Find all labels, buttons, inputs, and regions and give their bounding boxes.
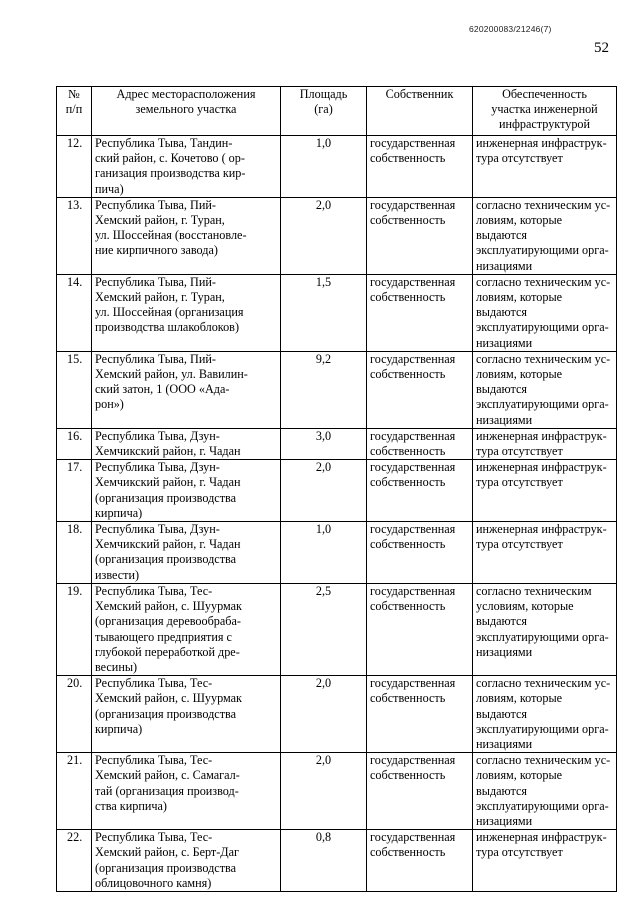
cell-infrastructure: согласно техническим ус- ловиям, которые выдаются эксплуатирующими орга- низациями (473, 351, 617, 428)
cell-address: Республика Тыва, Дзун- Хемчикский район, г. Чадан (организация производства кирпича) (92, 460, 281, 522)
cell-area: 3,0 (281, 428, 367, 459)
cell-area: 1,0 (281, 522, 367, 584)
table-row (57, 428, 617, 459)
cell-address: Республика Тыва, Тандин- ский район, с. Кочетово ( ор- ганизация производства кир- пича) (92, 136, 281, 198)
land-plots-table (56, 86, 617, 892)
table-row (57, 676, 617, 753)
page-number: 52 (594, 40, 609, 56)
table-header-row (57, 87, 617, 136)
cell-infrastructure: инженерная инфраструк- тура отсутствует (473, 522, 617, 584)
cell-owner: государственная собственность (367, 274, 473, 351)
cell-number: 13. (57, 197, 92, 274)
cell-area: 2,0 (281, 460, 367, 522)
table-row (57, 136, 617, 198)
cell-area: 2,5 (281, 583, 367, 675)
cell-owner: государственная собственность (367, 753, 473, 830)
cell-area: 2,0 (281, 753, 367, 830)
cell-infrastructure: согласно техническим ус- ловиям, которые выдаются эксплуатирующими орга- низациями (473, 197, 617, 274)
cell-address: Республика Тыва, Пий- Хемский район, г. Туран, ул. Шоссейная (восстановле- ние кирпичного завода) (92, 197, 281, 274)
header-area: Площадь (га) (281, 87, 367, 136)
cell-address: Республика Тыва, Пий- Хемский район, г. Туран, ул. Шоссейная (организация производства шлакоблоков) (92, 274, 281, 351)
table-row (57, 522, 617, 584)
cell-owner: государственная собственность (367, 830, 473, 892)
cell-area: 2,0 (281, 676, 367, 753)
cell-infrastructure: согласно техническим ус- ловиям, которые выдаются эксплуатирующими орга- низациями (473, 274, 617, 351)
header-owner: Собственник (367, 87, 473, 136)
cell-address: Республика Тыва, Тес- Хемский район, с. Шуурмак (организация производства кирпича) (92, 676, 281, 753)
cell-area: 0,8 (281, 830, 367, 892)
cell-number: 22. (57, 830, 92, 892)
document-code: 620200083/21246(7) (469, 24, 552, 34)
cell-address: Республика Тыва, Пий- Хемский район, ул. Вавилин- ский затон, 1 (ООО «Ада- рон») (92, 351, 281, 428)
header-address: Адрес месторасположения земельного участка (92, 87, 281, 136)
cell-number: 12. (57, 136, 92, 198)
table-row (57, 460, 617, 522)
header-number: № п/п (57, 87, 92, 136)
cell-owner: государственная собственность (367, 676, 473, 753)
cell-owner: государственная собственность (367, 351, 473, 428)
cell-infrastructure: инженерная инфраструк- тура отсутствует (473, 428, 617, 459)
table-row (57, 197, 617, 274)
cell-infrastructure: согласно техническим условиям, которые выдаются эксплуатирующими орга- низациями (473, 583, 617, 675)
cell-address: Республика Тыва, Тес- Хемский район, с. Самагал- тай (организация производ- ства кирпича) (92, 753, 281, 830)
cell-infrastructure: инженерная инфраструк- тура отсутствует (473, 460, 617, 522)
cell-address: Республика Тыва, Дзун- Хемчикский район, г. Чадан (организация производства извести) (92, 522, 281, 584)
cell-area: 1,0 (281, 136, 367, 198)
cell-infrastructure: инженерная инфраструк- тура отсутствует (473, 830, 617, 892)
cell-number: 17. (57, 460, 92, 522)
cell-owner: государственная собственность (367, 428, 473, 459)
cell-owner: государственная собственность (367, 197, 473, 274)
cell-number: 16. (57, 428, 92, 459)
cell-number: 18. (57, 522, 92, 584)
cell-owner: государственная собственность (367, 460, 473, 522)
table-row (57, 583, 617, 675)
cell-owner: государственная собственность (367, 136, 473, 198)
table-row (57, 753, 617, 830)
cell-owner: государственная собственность (367, 583, 473, 675)
header-infrastructure: Обеспеченность участка инженерной инфраструктурой (473, 87, 617, 136)
table-row (57, 830, 617, 892)
table-row (57, 274, 617, 351)
cell-address: Республика Тыва, Тес- Хемский район, с. Шуурмак (организация деревообраба- тывающего предприятия с глубокой переработкой дре- весины) (92, 583, 281, 675)
cell-number: 19. (57, 583, 92, 675)
cell-number: 15. (57, 351, 92, 428)
cell-area: 2,0 (281, 197, 367, 274)
cell-infrastructure: инженерная инфраструк- тура отсутствует (473, 136, 617, 198)
cell-area: 1,5 (281, 274, 367, 351)
cell-infrastructure: согласно техническим ус- ловиям, которые выдаются эксплуатирующими орга- низациями (473, 676, 617, 753)
cell-area: 9,2 (281, 351, 367, 428)
cell-address: Республика Тыва, Дзун- Хемчикский район, г. Чадан (92, 428, 281, 459)
cell-number: 20. (57, 676, 92, 753)
cell-owner: государственная собственность (367, 522, 473, 584)
cell-address: Республика Тыва, Тес- Хемский район, с. Берт-Даг (организация производства облицовочного камня) (92, 830, 281, 892)
cell-infrastructure: согласно техническим ус- ловиям, которые выдаются эксплуатирующими орга- низациями (473, 753, 617, 830)
table-row (57, 351, 617, 428)
cell-number: 14. (57, 274, 92, 351)
cell-number: 21. (57, 753, 92, 830)
